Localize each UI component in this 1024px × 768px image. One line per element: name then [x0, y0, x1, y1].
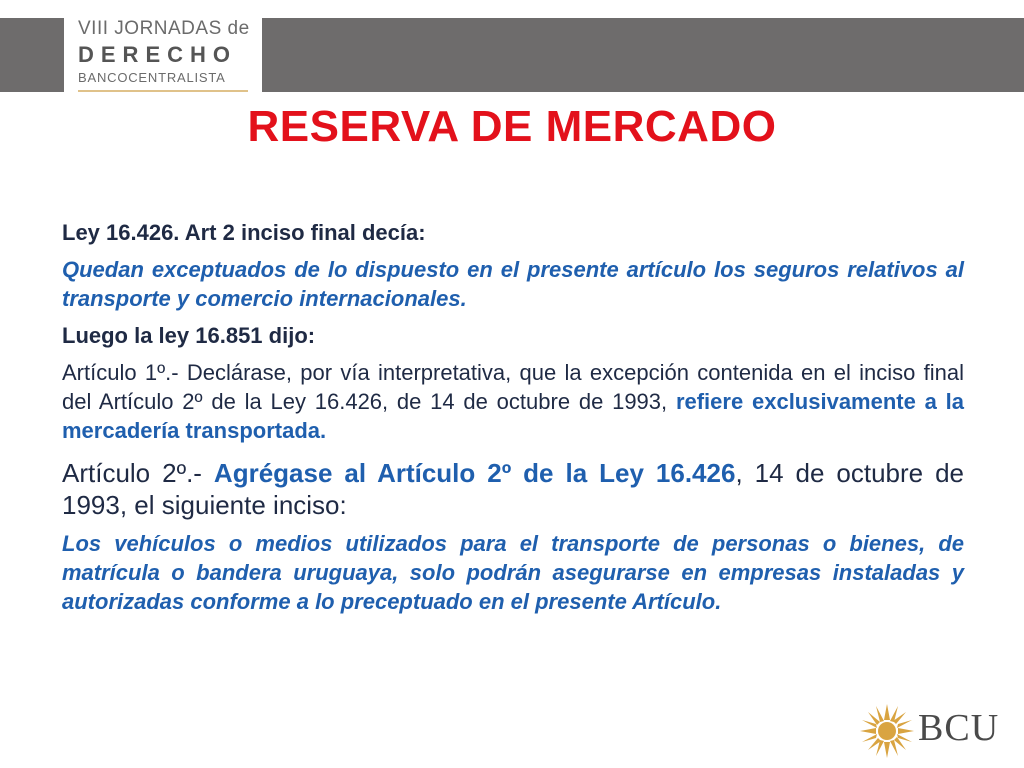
paragraph-ley-16426: Ley 16.426. Art 2 inciso final decía: — [62, 220, 426, 245]
logo-line1: VIII JORNADAS de — [78, 18, 250, 39]
paragraph-articulo-2 — [62, 457, 964, 521]
logo-divider — [78, 90, 248, 92]
articulo-1-text: Artículo 1º.- Declárase, por vía interpretativa, que la excepción contenida en el inciso final del Artículo 2º de la Ley 16.426, de 14 de octubre de 1993, — [62, 360, 964, 414]
articulo-2-start: Artículo 2º.- — [62, 458, 214, 488]
logo-line3: BANCOCENTRALISTA — [78, 70, 226, 85]
logo-line2: DERECHO — [78, 42, 238, 67]
slide-title: RESERVA DE MERCADO — [247, 102, 777, 151]
paragraph-ley-16851: Luego la ley 16.851 dijo: — [62, 323, 316, 348]
articulo-2-end: , 14 de octubre de 1993, el siguiente inciso: — [62, 458, 965, 520]
bcu-logo-text: BCU — [918, 707, 1000, 749]
articulo-1-highlight: refiere exclusivamente a la mercadería transportada. — [62, 389, 965, 443]
paragraph-articulo-1 — [62, 358, 964, 445]
event-logo — [64, 8, 262, 98]
articulo-2-highlight: Agrégase al Artículo 2º de la Ley 16.426 — [213, 458, 736, 488]
paragraph-quote-vehiculos: Los vehículos o medios utilizados para el transporte de personas o bienes, de matrícula o bandera uruguaya, solo podrán asegurarse en empresas instaladas y autorizadas conforme a lo preceptuado en el presente Artículo. — [62, 531, 964, 614]
sun-icon — [860, 704, 914, 758]
bcu-logo — [856, 700, 1006, 760]
paragraph-quote-exceptuados: Quedan exceptuados de lo dispuesto en el presente artículo los seguros relativos al transporte y comercio internacionales. — [62, 257, 964, 311]
slide-body — [62, 218, 964, 624]
